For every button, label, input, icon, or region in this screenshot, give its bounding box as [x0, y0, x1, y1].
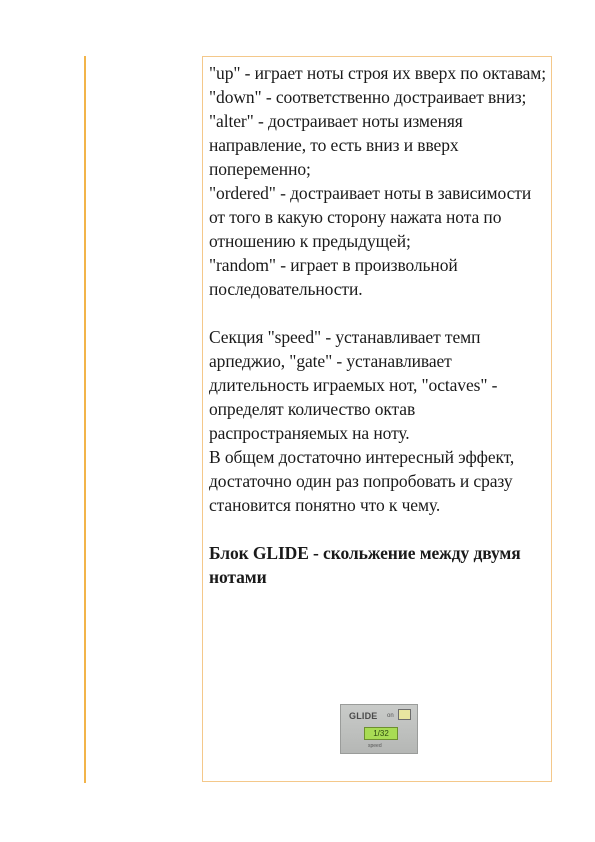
- glide-widget-title: GLIDE: [349, 711, 378, 721]
- text-paragraph-up: "up" - играет ноты строя их вверх по октавам;: [209, 63, 547, 83]
- text-paragraph-alter: "alter" - достраивает ноты изменяя направление, то есть вниз и вверх попеременно;: [209, 111, 463, 179]
- section-heading-glide: Блок GLIDE - скольжение между двумя нотами: [209, 543, 521, 587]
- text-paragraph-random: "random" - играет в произвольной последовательности.: [209, 255, 458, 299]
- left-margin-rule: [84, 56, 86, 783]
- glide-speed-display: 1/32: [364, 727, 398, 740]
- text-paragraph-down: "down" - соответственно достраивает вниз;: [209, 87, 527, 107]
- paragraph-gap: [209, 517, 551, 541]
- paragraph-gap: [209, 301, 551, 325]
- glide-speed-label: speed: [368, 743, 382, 749]
- glide-on-button: [398, 709, 411, 720]
- text-paragraph-speed: Секция "speed" - устанавливает темп арпеджио, "gate" - устанавливает длительность играемых нот, "octaves" - определят количество октав распространяемых на ноту.: [209, 327, 498, 443]
- text-paragraph-summary: В общем достаточно интересный эффект, достаточно один раз попробовать и сразу становится понятно что к чему.: [209, 447, 515, 515]
- text-paragraph-ordered: "ordered" - достраивает ноты в зависимости от того в какую сторону нажата нота по отношению к предыдущей;: [209, 183, 532, 251]
- glide-on-label: on: [387, 713, 394, 719]
- glide-widget-image: [340, 704, 418, 754]
- content-box: [202, 56, 552, 782]
